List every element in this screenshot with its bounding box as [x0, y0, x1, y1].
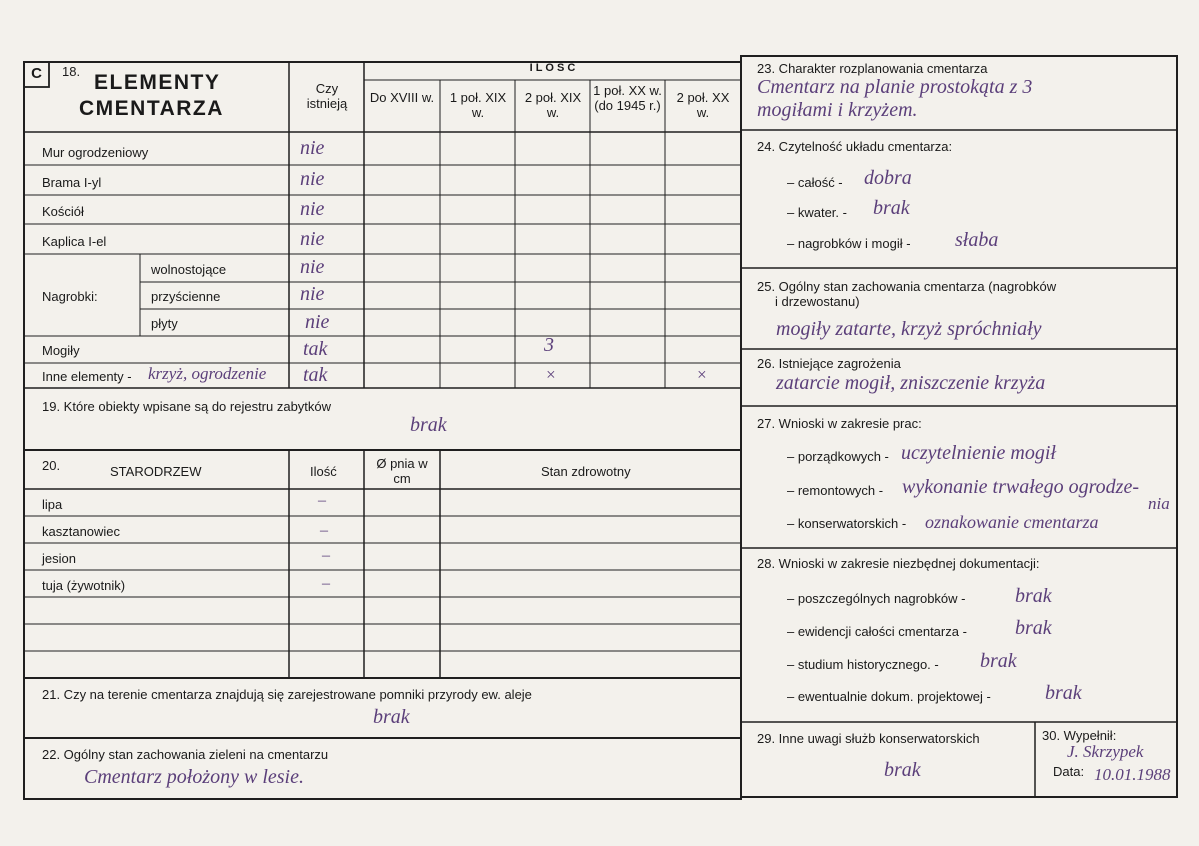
- row-label-wall: Mur ogrodzeniowy: [42, 145, 149, 160]
- section-27-label: 27. Wnioski w zakresie prac:: [757, 416, 922, 431]
- row-label-gate: Brama I-yl: [42, 175, 102, 190]
- section-22-label: 22. Ogólny stan zachowania zieleni na cmentarzu: [42, 747, 329, 762]
- row-exists-gate: nie: [300, 168, 325, 190]
- col-diameter-header: Ø pnia w cm: [376, 456, 428, 486]
- s28-item-records-value: brak: [1015, 617, 1052, 639]
- section-20-number: 20.: [42, 458, 61, 473]
- row-exists-slabs: nie: [305, 311, 330, 333]
- tree-name-linden: lipa: [42, 497, 63, 512]
- row-exists-other: tak: [303, 364, 328, 386]
- other-mark-2pol-xx: ×: [696, 365, 708, 384]
- col-health-header: Stan zdrowotny: [541, 464, 631, 479]
- date-label: Data:: [1053, 764, 1085, 779]
- col-header-1pol-xix: 1 poł. XIX w.: [449, 90, 507, 120]
- s27-item-conservation-value: oznakowanie cmentarza: [925, 512, 1099, 532]
- col-header-1pol-xx: 1 poł. XX w. (do 1945 r.): [593, 83, 662, 113]
- section-26-label: 26. Istniejące zagrożenia: [757, 356, 901, 371]
- graves-count-2pol-xix: 3: [544, 334, 554, 356]
- other-mark-2pol-xix: ×: [545, 365, 557, 384]
- row-exists-wall-mounted: nie: [300, 283, 325, 305]
- s28-item-design-label: – ewentualnie dokum. projektowej -: [787, 689, 991, 704]
- section-21-label: 21. Czy na terenie cmentarza znajdują się zarejestrowane pomniki przyrody ew. aleje: [42, 687, 532, 702]
- section-28-label: 28. Wnioski w zakresie niezbędnej dokumentacji:: [757, 556, 1040, 571]
- col-header-2pol-xix: 2 poł. XIX w.: [524, 90, 582, 120]
- section-29-answer: brak: [884, 759, 921, 781]
- section-18-number: 18.: [62, 64, 81, 79]
- tree-name-thuja: tuja (żywotnik): [42, 578, 126, 593]
- col-header-2pol-xx: 2 poł. XX w.: [676, 90, 730, 120]
- col-exists-header: Czy istnieją: [306, 81, 348, 111]
- section-25-label-line1: 25. Ogólny stan zachowania cmentarza (nagrobków: [757, 279, 1057, 294]
- filled-date: 10.01.1988: [1094, 765, 1171, 784]
- tree-name-ash: jesion: [42, 551, 76, 566]
- row-label-slabs: płyty: [151, 316, 178, 331]
- s24-item-whole-value: dobra: [864, 167, 912, 189]
- s28-item-gravestones-value: brak: [1015, 585, 1052, 607]
- s28-item-gravestones-label: – poszczególnych nagrobków -: [787, 591, 966, 606]
- s27-item-cleanup-label: – porządkowych -: [787, 449, 889, 464]
- s24-item-whole-label: – całość -: [787, 175, 843, 190]
- tree-count-ash: –: [322, 547, 330, 564]
- section-24-label: 24. Czytelność układu cmentarza:: [757, 139, 953, 154]
- section-21-answer: brak: [373, 706, 410, 728]
- row-exists-chapel: nie: [300, 228, 325, 250]
- s28-item-records-label: – ewidencji całości cmentarza -: [787, 624, 967, 639]
- row-exists-wall: nie: [300, 137, 325, 159]
- section-19-label: 19. Które obiekty wpisane są do rejestru zabytków: [42, 399, 332, 414]
- tree-count-thuja: –: [322, 575, 330, 592]
- section-23-label: 23. Charakter rozplanowania cmentarza: [757, 61, 988, 76]
- col-count-header: Ilość: [310, 464, 337, 479]
- s24-item-quarters-label: – kwater. -: [787, 205, 847, 220]
- section-18-title-line1: ELEMENTY: [94, 71, 221, 94]
- section-29-label: 29. Inne uwagi służb konserwatorskich: [757, 731, 980, 746]
- section-26-answer: zatarcie mogił, zniszczenie krzyża: [776, 372, 1046, 394]
- s27-item-repair-value-cont: nia: [1148, 494, 1170, 513]
- row-label-chapel: Kaplica I-el: [42, 234, 107, 249]
- tree-name-chestnut: kasztanowiec: [42, 524, 121, 539]
- row-label-gravestones: Nagrobki:: [42, 289, 98, 304]
- s27-item-repair-label: – remontowych -: [787, 483, 884, 498]
- row-label-wall-mounted: przyścienne: [151, 289, 221, 304]
- row-label-church: Kościół: [42, 204, 84, 219]
- section-19-answer: brak: [410, 414, 447, 436]
- row-exists-freestanding: nie: [300, 256, 325, 278]
- section-18-title-line2: CMENTARZA: [79, 97, 224, 120]
- s24-item-graves-value: słaba: [955, 229, 999, 251]
- row-label-freestanding: wolnostojące: [151, 262, 227, 277]
- section-23-answer-line2: mogiłami i krzyżem.: [757, 99, 918, 121]
- s28-item-design-value: brak: [1045, 682, 1082, 704]
- s24-item-graves-label: – nagrobków i mogił -: [787, 236, 911, 251]
- tree-count-linden: –: [318, 492, 326, 509]
- row-exists-graves: tak: [303, 338, 328, 360]
- s27-item-repair-value: wykonanie trwałego ogrodze-: [902, 476, 1140, 498]
- s24-item-quarters-value: brak: [873, 197, 910, 219]
- s28-item-history-value: brak: [980, 650, 1017, 672]
- section-30-label: 30. Wypełnił:: [1042, 728, 1117, 743]
- row-label-graves: Mogiły: [42, 343, 80, 358]
- section-22-answer: Cmentarz położony w lesie.: [84, 766, 304, 788]
- tree-count-chestnut: –: [320, 522, 328, 539]
- quantity-header: I L O Ś Ć: [529, 62, 576, 74]
- s27-item-cleanup-value: uczytelnienie mogił: [901, 442, 1056, 464]
- filled-by-name: J. Skrzypek: [1067, 742, 1144, 761]
- s28-item-history-label: – studium historycznego. -: [787, 657, 939, 672]
- s27-item-conservation-label: – konserwatorskich -: [787, 516, 907, 531]
- row-exists-church: nie: [300, 198, 325, 220]
- section-23-answer-line1: Cmentarz na planie prostokąta z 3: [757, 76, 1033, 98]
- section-25-label-line2: i drzewostanu): [775, 294, 860, 309]
- section-letter: C: [31, 65, 42, 82]
- row-label-other: Inne elementy -: [42, 369, 132, 384]
- col-header-xviii: Do XVIII w.: [369, 90, 435, 105]
- section-25-answer: mogiły zatarte, krzyż spróchniały: [776, 318, 1042, 340]
- row-value-other: krzyż, ogrodzenie: [148, 364, 267, 383]
- section-20-title: STARODRZEW: [110, 464, 202, 479]
